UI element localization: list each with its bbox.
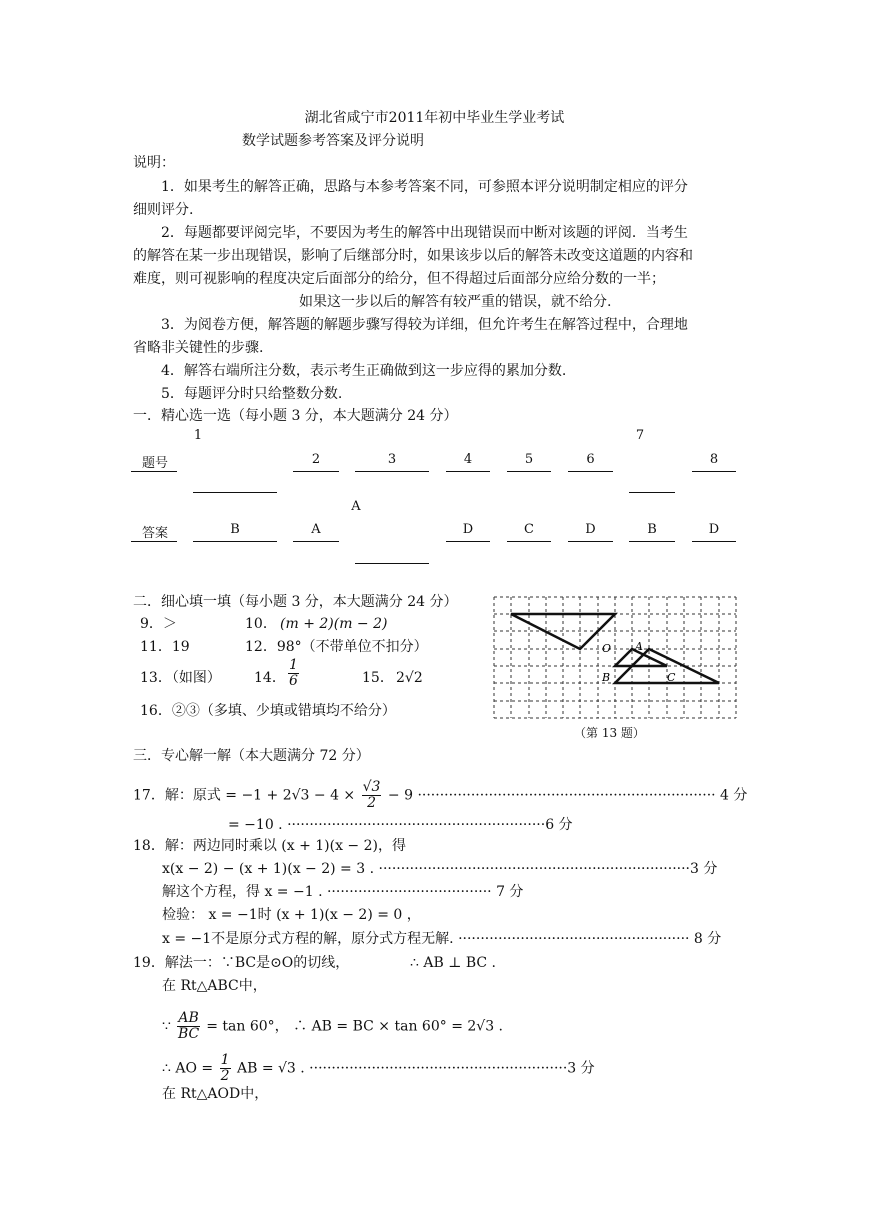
answer-11: 11．19 (140, 639, 190, 655)
question-number-2: 2 (311, 452, 321, 467)
answer-14-fraction (288, 658, 299, 689)
fraction-denominator: 2 (220, 1068, 230, 1084)
section1-heading: 一．精心选一选（每小题 3 分，本大题满分 24 分） (133, 408, 458, 424)
underline (131, 471, 177, 472)
underline (568, 471, 613, 472)
answer-4: D (462, 522, 474, 537)
underline (692, 541, 736, 542)
therefore-sign: ∵ (162, 1018, 171, 1035)
q17-line1 (133, 780, 747, 811)
fraction-denominator: BC (177, 1026, 200, 1042)
page-subtitle: 数学试题参考答案及评分说明 (242, 133, 424, 149)
underline (629, 492, 675, 493)
q19-ao-expression: AB = √3 . ··························································3 分 (236, 1060, 595, 1077)
q19-ao-label: ∴ AO = (162, 1060, 214, 1077)
q19-line3 (162, 1011, 503, 1042)
q19-line1: 19．解法一：∵BC是⊙O的切线， (133, 955, 350, 971)
underline (293, 471, 339, 472)
label-b: B (602, 671, 611, 684)
label-a: A (635, 640, 643, 653)
q18-line5: x = −1不是原分式方程的解，原分式方程无解. ···················································· 8 分 (162, 931, 722, 947)
answer-1: B (230, 522, 240, 537)
row-label-number: 题号 (141, 456, 168, 471)
answer-5: C (524, 522, 534, 537)
note-3b: 省略非关键性的步骤. (133, 340, 264, 356)
note-1b: 细则评分. (133, 202, 194, 218)
answer-6: D (585, 522, 596, 537)
page-title: 湖北省咸宁市2011年初中毕业生学业考试 (304, 110, 565, 126)
question-number-6: 6 (586, 452, 595, 467)
answer-14-label: 14． (254, 670, 286, 686)
q17-expression: 17．解：原式 = −1 + 2√3 − 4 × (133, 787, 356, 804)
q19-line2: 在 Rt△ABC中， (162, 978, 267, 994)
q17-expression-tail: − 9 ··································································· 4 分 (387, 787, 748, 804)
fraction-numerator: 1 (289, 657, 298, 673)
q19-line1b: ∴ AB ⊥ BC . (410, 955, 496, 971)
underline (446, 541, 490, 542)
question-number-4: 4 (463, 452, 473, 467)
underline (446, 471, 490, 472)
q18-line4: 检验： x = −1时 (x + 1)(x − 2) = 0 ， (162, 907, 421, 923)
section3-heading: 三．专心解一解（本大题满分 72 分） (133, 748, 370, 764)
underline (568, 541, 613, 542)
note-2a: 2．每题都要评阅完毕，不要因为考生的解答中出现错误而中断对该题的评阅．当考生 (161, 225, 688, 241)
question-number-1: 1 (193, 428, 203, 443)
fraction-numerator: √3 (362, 779, 381, 795)
question-number-8: 8 (709, 452, 719, 467)
fraction-denominator: 6 (289, 673, 298, 689)
underline (131, 541, 177, 542)
answer-7: B (647, 522, 657, 537)
note-2d: 如果这一步以后的解答有较严重的错误，就不给分. (299, 294, 612, 310)
fraction-denominator: 2 (367, 795, 376, 811)
section2-heading: 二．细心填一填（每小题 3 分，本大题满分 24 分） (133, 594, 458, 610)
fraction-numerator: AB (178, 1010, 199, 1026)
answer-15-label: 15． (362, 670, 394, 686)
underline (293, 541, 339, 542)
q19-fraction-half (220, 1053, 231, 1084)
underline (193, 541, 277, 542)
note-3a: 3．为阅卷方便，解答题的解题步骤写得较为详细，但允许考生在解答过程中，合理地 (161, 317, 688, 333)
note-2c: 难度，则可视影响的程度决定后面部分的给分，但不得超过后面部分应给分数的一半； (133, 271, 665, 287)
q17-fraction (362, 780, 382, 811)
notes-heading: 说明： (133, 155, 175, 171)
underline (692, 471, 736, 472)
row-label-answer: 答案 (141, 526, 168, 541)
question-number-7: 7 (635, 428, 645, 443)
q19-fraction-ab-bc (177, 1011, 199, 1042)
answer-9: 9．＞ (140, 616, 177, 632)
question-number-5: 5 (524, 452, 534, 467)
note-2b: 的解答在某一步出现错误，影响了后继部分时，如果该步以后的解答未改变这道题的内容和 (133, 248, 693, 264)
answer-2: A (311, 522, 321, 537)
note-1a: 1．如果考生的解答正确，思路与本参考答案不同，可参照本评分说明制定相应的评分 (161, 179, 688, 195)
answer-10: (m + 2)(m − 2) (280, 616, 388, 632)
underline (507, 541, 551, 542)
underline (355, 563, 429, 564)
q19-line5: 在 Rt△AOD中， (162, 1086, 269, 1102)
answer-10-label: 10． (245, 616, 277, 632)
answer-13: 13．（如图） (140, 670, 221, 686)
answer-15: 2√2 (396, 670, 423, 686)
note-5: 5．每题评分时只给整数分数. (161, 386, 343, 402)
q17-line2: = −10 . ··························································6 分 (228, 817, 573, 833)
q19-expression: = tan 60°， ∴ AB = BC × tan 60° = 2√3 . (206, 1018, 504, 1035)
answer-3: A (351, 499, 361, 514)
underline (507, 471, 551, 472)
note-4: 4．解答右端所注分数，表示考生正确做到这一步应得的累加分数. (161, 363, 567, 379)
q19-line4 (162, 1053, 595, 1084)
answer-12: 12．98°（不带单位不扣分） (245, 639, 428, 655)
label-c: C (667, 671, 676, 684)
question-number-3: 3 (387, 452, 397, 467)
q18-line1: 18．解：两边同时乘以 (x + 1)(x − 2)，得 (133, 838, 406, 854)
q18-line2: x(x − 2) − (x + 1)(x − 2) = 3 . ······································································3 分 (162, 861, 718, 877)
figure-caption: （第 13 题） (574, 726, 645, 740)
fraction-numerator: 1 (220, 1052, 230, 1068)
underline (355, 471, 429, 472)
q18-line3: 解这个方程，得 x = −1 . ····································· 7 分 (162, 884, 524, 900)
answer-16: 16．②③（多填、少填或错填均不给分） (140, 703, 396, 719)
figure-13-grid (492, 595, 738, 720)
underline (629, 541, 675, 542)
answer-8: D (708, 522, 720, 537)
label-o: O (602, 642, 612, 655)
underline (193, 492, 277, 493)
